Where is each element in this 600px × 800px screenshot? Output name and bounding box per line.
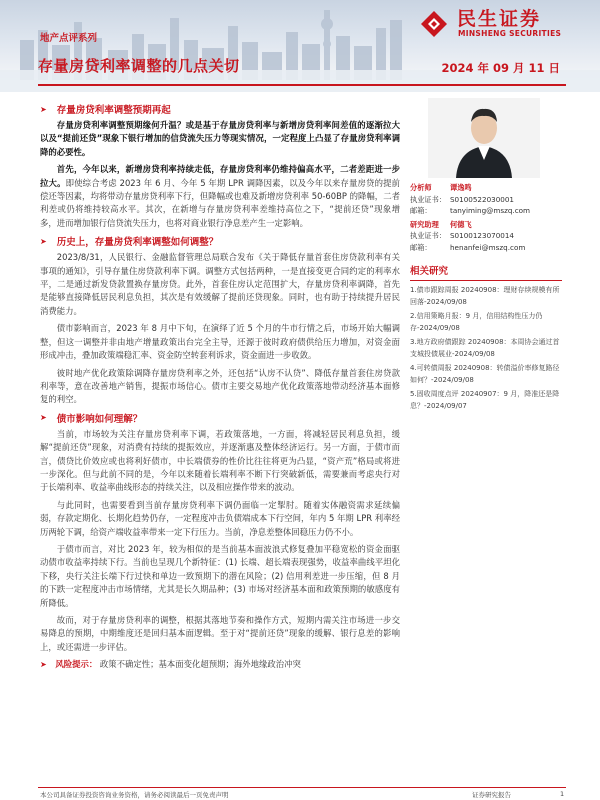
main-content xyxy=(40,98,400,672)
paragraph: 首先，今年以来，新增房贷利率持续走低，存量房贷利率仍维持偏高水平，二者差距进一步拉大。即使综合考虑 2023 年 6 月、今年 5 年期 LPR 调降因素，以及今年以来存量房贷的提前偿还等因素，均将带动存量房贷利率下行，但降幅或也难及新增房贷利率 50-60BP 的降幅，二者利差或仍将维持较高水平。其次，在新增与存量房贷利率差维持高位之下，“提前还贷”现象增多，进而增加银行信贷流失压力，也将对商业银行净息差产生一定影响。 xyxy=(40,164,401,228)
risk-text: 政策不确定性；基本面变化超预期；海外地缘政治冲突 xyxy=(99,659,301,670)
brand-logo xyxy=(417,4,582,44)
report-series: 地产点评系列 xyxy=(40,33,98,44)
analyst-name: 何德飞 xyxy=(450,219,472,229)
section-heading xyxy=(40,234,400,248)
arrow-bullet-icon: ➤ xyxy=(40,236,47,246)
paragraph: 2023/8/31，人民银行、金融监督管理总局联合发布《关于降低存量首套住房贷款利率有关事项的通知》，引导存量住房贷款利率下调。调整方式包括两种，一是直接变更合同约定的利率水平，二是通过新发贷款置换存量房贷。此外，首套住房认定范围扩大，存量房贷利率调降，首先是能够直接降低居民利息负担，其次是有效缓解了提前还贷现象。同时，也有助于持续提升居民消费能力。 xyxy=(40,252,400,316)
sidebar xyxy=(410,98,562,415)
cert-number: S0100123070014 xyxy=(450,231,515,240)
analyst-email-link[interactable]: henanfei@mszq.com xyxy=(450,242,526,252)
section-heading-text: 债市影响如何理解？ xyxy=(56,413,143,425)
email-label: 邮箱： xyxy=(410,206,432,215)
risk-label: 风险提示： xyxy=(55,659,98,670)
minsheng-logo-icon xyxy=(417,7,451,41)
paragraph: 存量房贷利率调整预期缘何升温？或是基于存量房贷利率与新增房贷利率间差值的逐渐拉大以及“提前还贷”现象下银行增加的信贷流失压力等现实情况，一定程度上凸显了存量房贷利率调降的必要性。 xyxy=(40,120,400,157)
analyst-photo xyxy=(428,98,540,178)
analyst-role: 分析师 xyxy=(410,183,432,192)
paragraph: 故而，对于存量房贷利率的调整，根据其落地节奏和操作方式，短期内需关注市场进一步交易降息的预期，中期维度还是回归基本面逻辑。至于对“提前还贷”现象的缓解、银行息差的影响上，或还需进一步评估。 xyxy=(40,615,400,652)
arrow-bullet-icon: ➤ xyxy=(40,660,47,670)
person-icon xyxy=(428,98,540,178)
cert-label: 执业证书： xyxy=(410,231,446,240)
logo-english-text: MINSHENG SECURITIES xyxy=(458,29,562,38)
section-heading xyxy=(40,102,400,116)
paragraph: 与此同时，也需要看到当前存量房贷利率下调仍面临一定掣肘。随着实体融资需求延续偏弱，存款定期化、长期化趋势仍存，一定程度冲击负债端成本下行空间，年内 5 年期 LPR 利率经历两轮下调，给资产端收益率带来一定下行压力。当前，净息差整体回稳压力仍不小。 xyxy=(40,499,400,537)
cert-number: S0100522030001 xyxy=(450,194,515,204)
related-research-list xyxy=(410,285,562,412)
section-heading-text: 存量房贷利率调整预期再起 xyxy=(56,105,171,116)
related-research-link[interactable]: 3.地方政府债跟踪 20240908：本周协会通过首支城投债展业-2024/09/08 xyxy=(410,338,560,358)
footer-divider xyxy=(38,787,566,788)
related-research-link[interactable]: 2.信用策略月报：9 月，信用结构性压力仍存-2024/09/08 xyxy=(410,312,543,332)
related-research-link[interactable]: 1.债市跟踪周报 20240908：理财存续规模有所回落-2024/09/08 xyxy=(410,286,560,306)
risk-warning xyxy=(40,658,400,671)
page-number: 1 xyxy=(560,790,565,798)
related-research-title: 相关研究 xyxy=(410,263,562,281)
arrow-bullet-icon: ➤ xyxy=(40,104,47,114)
arrow-bullet-icon: ➤ xyxy=(40,413,47,423)
paragraph: 当前，市场较为关注存量房贷利率下调，若政策落地，一方面，将减轻居民利息负担，缓解“提前还贷”现象，对消费有持续的提振效应，并逐渐惠及整体经济运行。另一方面，于债市而言，债贷比价效应或也将利好债市，中长端债券的性价比往往将更为凸显，“资产荒”格局或将进一步深化。但与此前不同的是，今年以来随着长端利率不断下行突破新低，需要兼而考虑央行对于长端利率、收益率曲线形态的持续关注，以及相应操作带来的波动。 xyxy=(40,428,400,493)
paragraph: 债市影响而言，2023 年 8 月中下旬，在演绎了近 5 个月的牛市行情之后，市场开始大幅调整，但这一调整并非由地产增量政策出台完全主导，还源于彼时政府债供给压力增加，对资金面形成冲击，叠加政策端稳汇率、资金防空转套利诉求，资金面进一步收敛。 xyxy=(40,323,400,361)
analyst-name: 谭逸鸣 xyxy=(450,183,472,192)
paragraph: 于债市而言，对比 2023 年，较为相似的是当前基本面波浪式修复叠加平稳宽松的资金面驱动债市收益率持续下行。当前也呈现几个新特征：(1) 长端、超长端表现强势，收益率曲线平坦化下移，央行关注长端下行过快和单边一致预期下的潜在风险；(2) 信用利差进一步压缩，但 8 月的下跌一定程度冲击市场情绪，尤其是长久期品种；(3) 市场对经济基本面和政策预期的敏感度有所降低。 xyxy=(40,543,400,608)
report-date: 2024 年 09 月 11 日 xyxy=(441,61,560,75)
header-banner xyxy=(0,0,600,92)
header-divider xyxy=(38,84,566,86)
section-heading xyxy=(40,411,400,425)
related-research-link[interactable]: 4.可转债周报 20240908：转债溢价率修复路径如何？-2024/09/08 xyxy=(410,364,560,384)
related-research-link[interactable]: 5.固收周度点评 20240907：9 月，降准还是降息？-2024/09/07 xyxy=(410,390,560,410)
section-heading-text: 历史上，存量房贷利率调整如何调整？ xyxy=(56,237,219,249)
cert-label: 执业证书： xyxy=(410,194,446,204)
footer-brand: 证券研究报告 xyxy=(472,791,511,799)
paragraph: 彼时地产优化政策除调降存量房贷利率之外，还包括“认房不认贷”、降低存量首套住房贷款利率等，意在改善地产销售，提振市场信心。债市主要交易地产优化政策落地带动经济基本面修复的利空。 xyxy=(40,367,400,405)
footer-disclaimer: 本公司具备证券投资咨询业务资格，请务必阅读最后一页免责声明 xyxy=(40,791,229,799)
email-label: 邮箱： xyxy=(410,242,432,252)
analyst-role: 研究助理 xyxy=(410,219,439,229)
page-title: 存量房贷利率调整的几点关切 xyxy=(38,57,240,75)
analyst-info xyxy=(410,182,562,253)
logo-chinese-text: 民生证券 xyxy=(457,8,542,30)
analyst-email-link[interactable]: tanyiming@mszq.com xyxy=(450,206,531,215)
